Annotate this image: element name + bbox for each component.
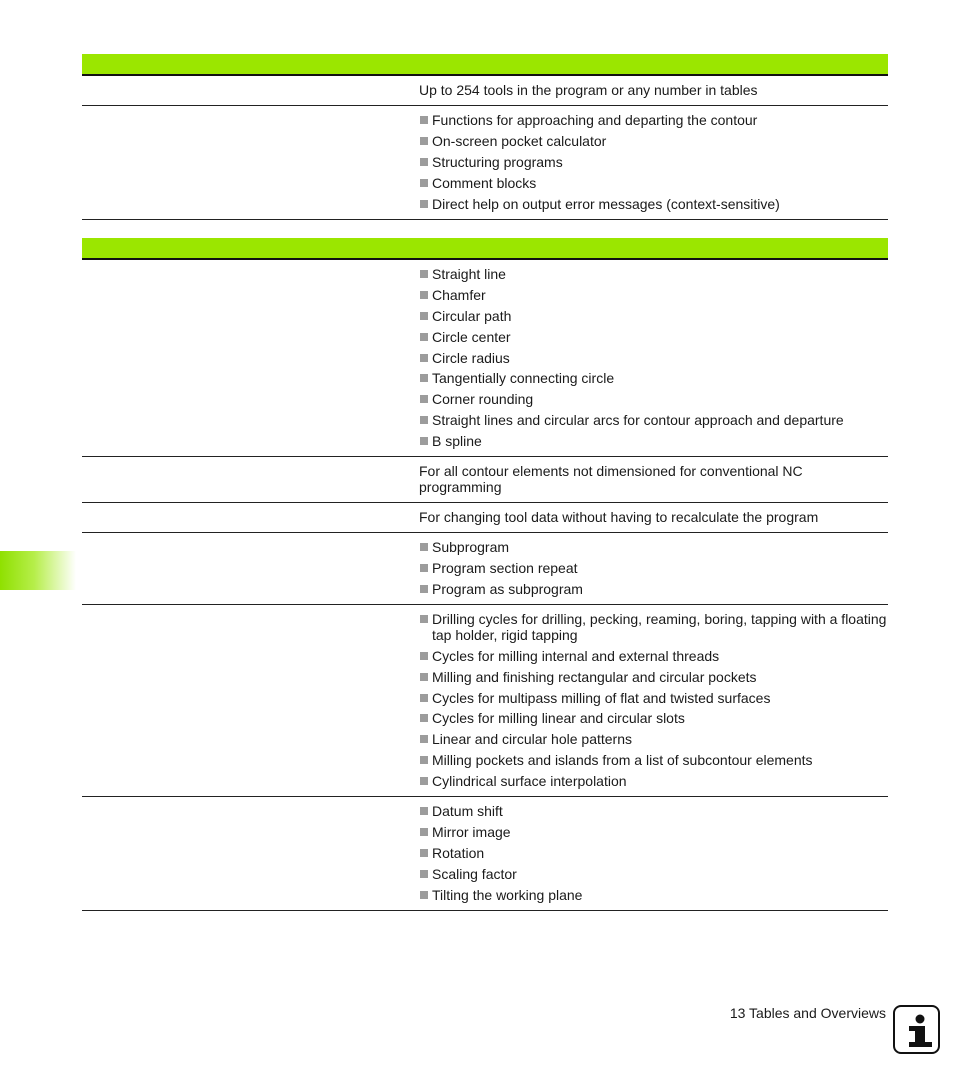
- list-item: [419, 287, 888, 303]
- list-item: [419, 845, 888, 861]
- list-item-text: Straight lines and circular arcs for contour approach and departure: [432, 412, 844, 429]
- list-item-text: Functions for approaching and departing the contour: [432, 112, 758, 128]
- square-bullet-icon: [420, 543, 428, 551]
- square-bullet-icon: [420, 849, 428, 857]
- list-item: [419, 773, 888, 789]
- list-item: [419, 308, 888, 324]
- list-item-text: Straight line: [432, 266, 506, 282]
- list-item-text: Circle center: [432, 328, 511, 345]
- square-bullet-icon: [420, 200, 428, 208]
- square-bullet-icon: [420, 333, 428, 341]
- list-item-text: Datum shift: [432, 803, 503, 820]
- table-row: [82, 457, 888, 503]
- row-content: [419, 539, 888, 597]
- list-item-text: On-screen pocket calculator: [432, 132, 607, 149]
- list-item-text: Tilting the working plane: [432, 886, 583, 903]
- list-item: [419, 866, 888, 882]
- chapter-footer: 13 Tables and Overviews: [729, 1005, 886, 1021]
- table-row: [82, 106, 888, 220]
- list-item: [419, 154, 888, 170]
- list-item-text: Direct help on output error messages (context-sensitive): [432, 195, 780, 212]
- square-bullet-icon: [420, 870, 428, 878]
- square-bullet-icon: [420, 756, 428, 764]
- list-item-text: Linear and circular hole patterns: [432, 731, 633, 748]
- square-bullet-icon: [420, 374, 428, 382]
- table-rows: [82, 260, 888, 911]
- square-bullet-icon: [420, 116, 428, 124]
- row-description: For all contour elements not dimensioned for conventional NC programming: [419, 463, 803, 496]
- list-item-text: Mirror image: [432, 824, 511, 841]
- square-bullet-icon: [420, 735, 428, 743]
- list-item: [419, 648, 888, 664]
- row-content: [419, 266, 888, 449]
- square-bullet-icon: [420, 673, 428, 681]
- list-item-text: Comment blocks: [432, 174, 537, 191]
- list-item: [419, 112, 888, 128]
- list-item-text: Structuring programs: [432, 153, 563, 170]
- square-bullet-icon: [420, 714, 428, 722]
- square-bullet-icon: [420, 564, 428, 572]
- table-row: [82, 533, 888, 605]
- list-item-text: B spline: [432, 433, 482, 450]
- table-row: [82, 260, 888, 457]
- list-item: [419, 370, 888, 386]
- list-item-text: Drilling cycles for drilling, pecking, reaming, boring, tapping with a floating tap holder, rigid tapping: [432, 610, 887, 643]
- square-bullet-icon: [420, 158, 428, 166]
- square-bullet-icon: [420, 585, 428, 593]
- row-content: [419, 82, 888, 98]
- table-row: [82, 76, 888, 106]
- list-item: [419, 611, 888, 643]
- list-item: [419, 803, 888, 819]
- square-bullet-icon: [420, 777, 428, 785]
- square-bullet-icon: [420, 291, 428, 299]
- list-item: [419, 710, 888, 726]
- list-item: [419, 329, 888, 345]
- square-bullet-icon: [420, 312, 428, 320]
- row-description: For changing tool data without having to recalculate the program: [419, 509, 819, 526]
- row-content: [419, 463, 888, 495]
- list-item: [419, 669, 888, 685]
- square-bullet-icon: [420, 437, 428, 445]
- list-item-text: Tangentially connecting circle: [432, 370, 615, 387]
- list-item: [419, 196, 888, 212]
- list-item: [419, 824, 888, 840]
- table-row: [82, 605, 888, 797]
- table-header-bar: [82, 238, 888, 260]
- row-content: [419, 509, 888, 525]
- list-item: [419, 887, 888, 903]
- list-item: [419, 391, 888, 407]
- list-item-text: Rotation: [432, 844, 485, 861]
- square-bullet-icon: [420, 137, 428, 145]
- list-item-text: Cycles for milling internal and external threads: [432, 647, 720, 664]
- row-description: Up to 254 tools in the program or any number in tables: [419, 82, 758, 98]
- list-item: [419, 752, 888, 768]
- table-header-bar: [82, 54, 888, 76]
- list-item: [419, 266, 888, 282]
- square-bullet-icon: [420, 828, 428, 836]
- chapter-tab-marker: [0, 551, 76, 590]
- list-item: [419, 539, 888, 555]
- list-item-text: Corner rounding: [432, 391, 534, 408]
- list-item-text: Cycles for multipass milling of flat and twisted surfaces: [432, 689, 771, 706]
- list-item: [419, 731, 888, 747]
- list-item: [419, 133, 888, 149]
- square-bullet-icon: [420, 694, 428, 702]
- square-bullet-icon: [420, 652, 428, 660]
- square-bullet-icon: [420, 891, 428, 899]
- spec-table-1: [82, 54, 888, 220]
- square-bullet-icon: [420, 354, 428, 362]
- square-bullet-icon: [420, 179, 428, 187]
- list-item-text: Circle radius: [432, 349, 510, 366]
- list-item: [419, 175, 888, 191]
- list-item-text: Chamfer: [432, 286, 486, 303]
- list-item-text: Cylindrical surface interpolation: [432, 773, 627, 790]
- list-item: [419, 433, 888, 449]
- list-item: [419, 560, 888, 576]
- list-item-text: Subprogram: [432, 539, 510, 556]
- row-content: [419, 611, 888, 789]
- list-item: [419, 690, 888, 706]
- list-item-text: Milling pockets and islands from a list of subcontour elements: [432, 752, 813, 769]
- square-bullet-icon: [420, 395, 428, 403]
- spec-table-2: [82, 238, 888, 911]
- list-item-text: Circular path: [432, 307, 512, 324]
- list-item-text: Milling and finishing rectangular and circular pockets: [432, 668, 757, 685]
- square-bullet-icon: [420, 615, 428, 623]
- table-row: [82, 503, 888, 533]
- list-item-text: Program as subprogram: [432, 580, 583, 597]
- square-bullet-icon: [420, 270, 428, 278]
- square-bullet-icon: [420, 416, 428, 424]
- row-content: [419, 803, 888, 903]
- list-item-text: Cycles for milling linear and circular slots: [432, 710, 685, 727]
- info-icon[interactable]: [893, 1005, 940, 1054]
- table-row: [82, 797, 888, 911]
- list-item: [419, 412, 888, 428]
- list-item: [419, 350, 888, 366]
- table-rows: [82, 76, 888, 220]
- list-item: [419, 581, 888, 597]
- list-item-text: Scaling factor: [432, 865, 517, 882]
- square-bullet-icon: [420, 807, 428, 815]
- row-content: [419, 112, 888, 212]
- list-item-text: Program section repeat: [432, 560, 578, 577]
